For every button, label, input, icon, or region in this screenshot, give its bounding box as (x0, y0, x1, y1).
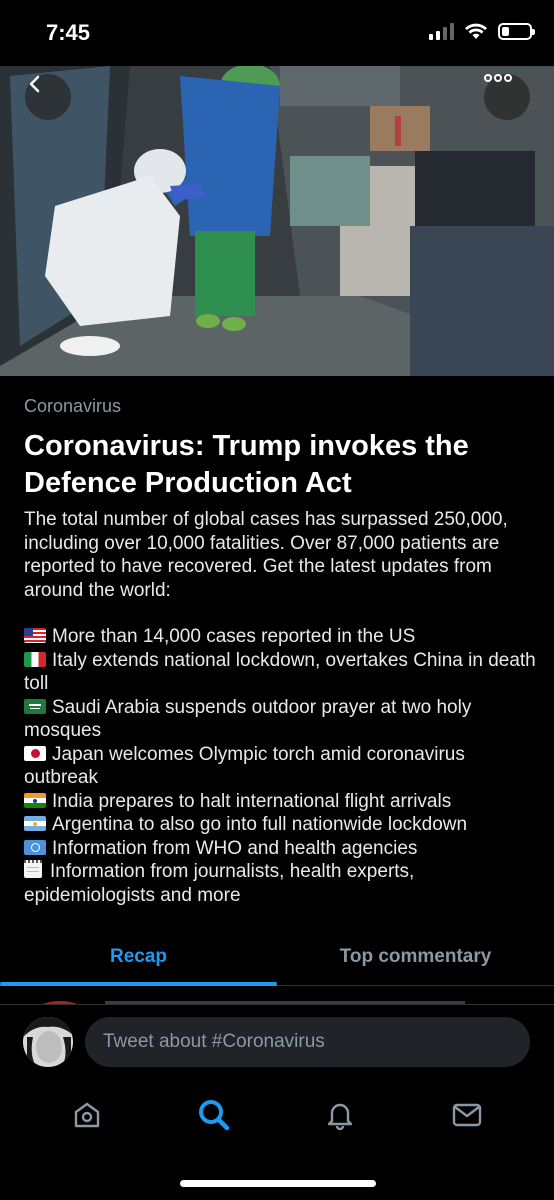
article-body (24, 508, 539, 907)
wifi-icon (464, 22, 488, 40)
status-icons (429, 22, 532, 40)
india-flag-icon (24, 793, 46, 808)
bottom-nav (0, 1080, 554, 1150)
avatar[interactable] (23, 1017, 73, 1067)
hospital-corridor-image (0, 66, 554, 376)
italy-flag-icon (24, 652, 46, 667)
battery-icon (498, 23, 532, 40)
nav-messages-button[interactable] (437, 1085, 497, 1145)
search-icon (197, 1098, 231, 1132)
un-flag-icon (24, 840, 46, 855)
update-text: Information from journalists, health experts, epidemiologists and more (24, 861, 415, 906)
update-text: Saudi Arabia suspends outdoor prayer at two holy mosques (24, 696, 472, 741)
back-button[interactable] (25, 74, 71, 120)
update-item (24, 860, 539, 907)
update-item (24, 790, 539, 814)
notifications-icon (324, 1099, 356, 1131)
compose-bar (0, 1004, 554, 1080)
nav-notifications-button[interactable] (310, 1085, 370, 1145)
tab-recap[interactable]: Recap (0, 928, 277, 985)
home-icon (71, 1099, 103, 1131)
us-flag-icon (24, 628, 46, 643)
nav-home-button[interactable] (57, 1085, 117, 1145)
update-text: Italy extends national lockdown, overtakes China in death toll (24, 649, 536, 694)
update-item (24, 813, 539, 837)
update-text: Japan welcomes Olympic torch amid coronavirus outbreak (24, 743, 465, 788)
nav-search-button[interactable] (184, 1085, 244, 1145)
topic-category[interactable]: Coronavirus (24, 396, 122, 416)
update-item (24, 625, 539, 649)
next-tweet-peek (0, 994, 554, 1004)
update-item (24, 743, 539, 790)
update-text: Information from WHO and health agencies (52, 837, 418, 859)
notepad-icon (24, 860, 42, 878)
update-text: More than 14,000 cases reported in the US (52, 626, 416, 647)
update-item (24, 837, 539, 861)
messages-icon (451, 1099, 483, 1131)
chevron-left-icon (25, 74, 45, 94)
more-options-button[interactable] (484, 74, 530, 120)
ellipsis-icon (484, 74, 512, 82)
saudi-flag-icon (24, 699, 46, 714)
status-bar (0, 0, 554, 66)
update-text: India prepares to halt international flight arrivals (52, 790, 452, 812)
hero-image (0, 66, 554, 376)
content-tabs (0, 928, 554, 986)
japan-flag-icon (24, 746, 46, 761)
cellular-signal-icon (429, 22, 454, 40)
update-item (24, 696, 539, 743)
home-indicator[interactable] (180, 1180, 376, 1187)
tab-top-commentary[interactable]: Top commentary (339, 945, 492, 967)
argentina-flag-icon (24, 816, 46, 831)
status-time: 7:45 (46, 20, 91, 45)
update-text: Argentina to also go into full nationwide lockdown (52, 814, 468, 835)
tweet-compose-input[interactable] (85, 1017, 530, 1067)
article-headline: Coronavirus: Trump invokes the Defence Production Act (24, 430, 469, 499)
update-item (24, 649, 539, 696)
article-intro: The total number of global cases has surpassed 250,000, including over 10,000 fatalities. Over 87,000 patients are reported to have recovered. Get the latest updates from around the world: (24, 509, 508, 601)
